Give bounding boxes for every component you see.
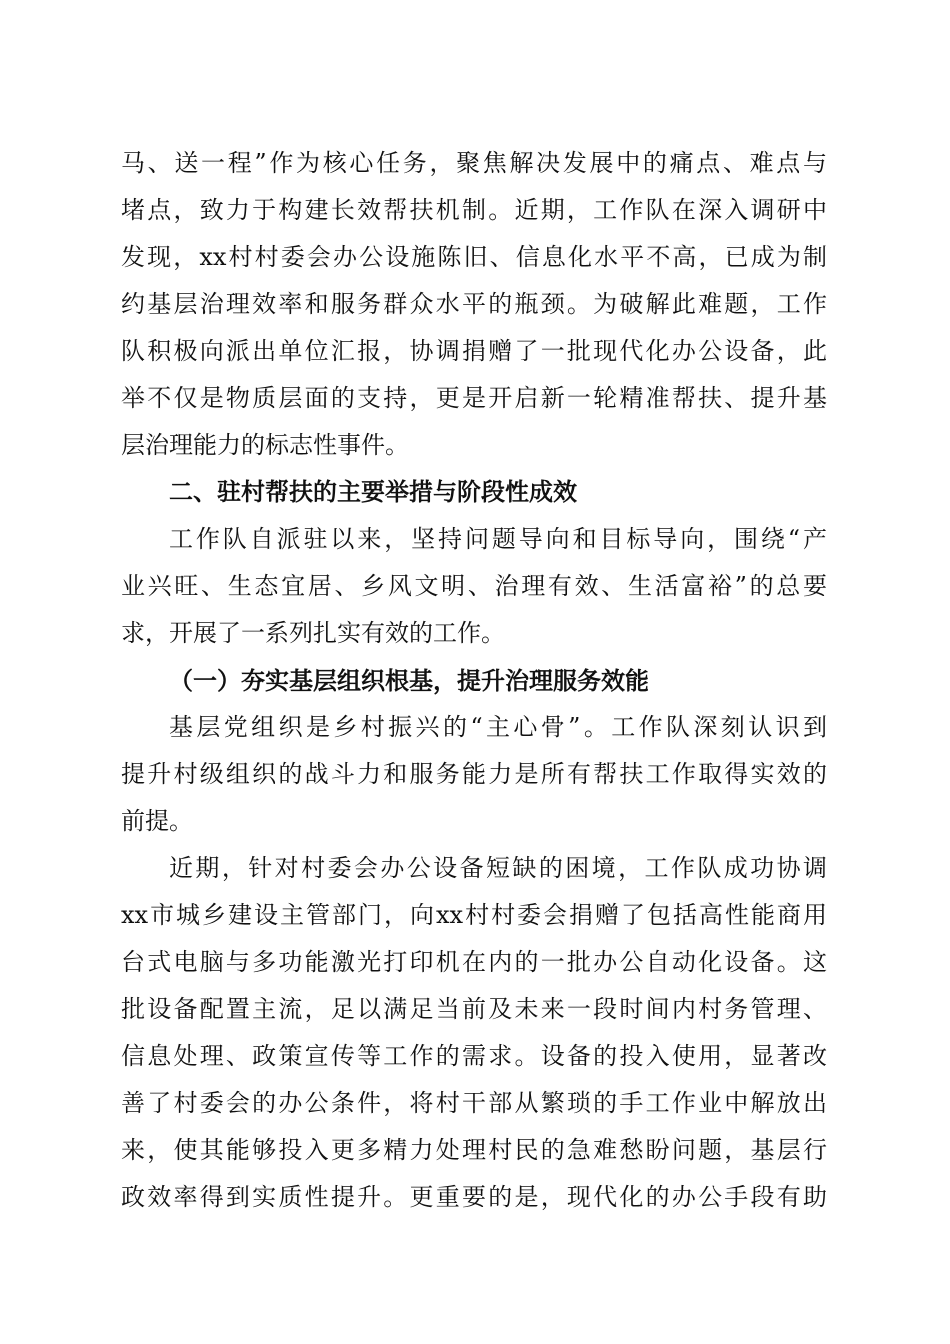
paragraph-line: 堵点，致力于构建长效帮扶机制。近期，工作队在深入调研中: [121, 196, 827, 224]
section-heading: 二、驻村帮扶的主要举措与阶段性成效: [169, 478, 577, 506]
paragraph-line: 信息处理、政策宣传等工作的需求。设备的投入使用，显著改: [121, 1042, 827, 1070]
paragraph-line: 善了村委会的办公条件，将村干部从繁琐的手工作业中解放出: [121, 1089, 827, 1117]
paragraph-line: 队积极向派出单位汇报，协调捐赠了一批现代化办公设备，此: [121, 337, 827, 365]
paragraph-line: 台式电脑与多功能激光打印机在内的一批办公自动化设备。这: [121, 948, 827, 976]
paragraph-line: xx市城乡建设主管部门，向xx村村委会捐赠了包括高性能商用: [121, 901, 827, 929]
paragraph-line: 前提。: [121, 807, 193, 835]
paragraph-line: 近期，针对村委会办公设备短缺的困境，工作队成功协调: [169, 854, 827, 882]
paragraph-line: 来，使其能够投入更多精力处理村民的急难愁盼问题，基层行: [121, 1136, 827, 1164]
paragraph-line: 举不仅是物质层面的支持，更是开启新一轮精准帮扶、提升基: [121, 384, 827, 412]
paragraph-line: 马、送一程”作为核心任务，聚焦解决发展中的痛点、难点与: [121, 149, 827, 177]
subsection-paragraph-1: [121, 704, 827, 845]
document-body: [121, 140, 827, 1221]
paragraph-line: 业兴旺、生态宜居、乡风文明、治理有效、生活富裕”的总要: [121, 572, 827, 600]
section-two-paragraph: [121, 516, 827, 657]
paragraph-line: 基层党组织是乡村振兴的“主心骨”。工作队深刻认识到: [169, 713, 827, 741]
paragraph-line: 工作队自派驻以来，坚持问题导向和目标导向，围绕“产: [169, 525, 827, 553]
paragraph-line: 约基层治理效率和服务群众水平的瓶颈。为破解此难题，工作: [121, 290, 827, 318]
subsection-heading: （一）夯实基层组织根基，提升治理服务效能: [169, 666, 649, 695]
paragraph-line: 批设备配置主流，足以满足当前及未来一段时间内村务管理、: [121, 995, 827, 1023]
paragraph-line: 政效率得到实质性提升。更重要的是，现代化的办公手段有助: [121, 1183, 827, 1211]
subsection-paragraph-2: [121, 845, 827, 1221]
paragraph-line: 发现，xx村村委会办公设施陈旧、信息化水平不高，已成为制: [121, 243, 827, 271]
paragraph-line: 提升村级组织的战斗力和服务能力是所有帮扶工作取得实效的: [121, 760, 827, 788]
intro-paragraph: [121, 140, 827, 469]
paragraph-line: 求，开展了一系列扎实有效的工作。: [121, 619, 505, 647]
paragraph-line: 层治理能力的标志性事件。: [121, 431, 409, 459]
